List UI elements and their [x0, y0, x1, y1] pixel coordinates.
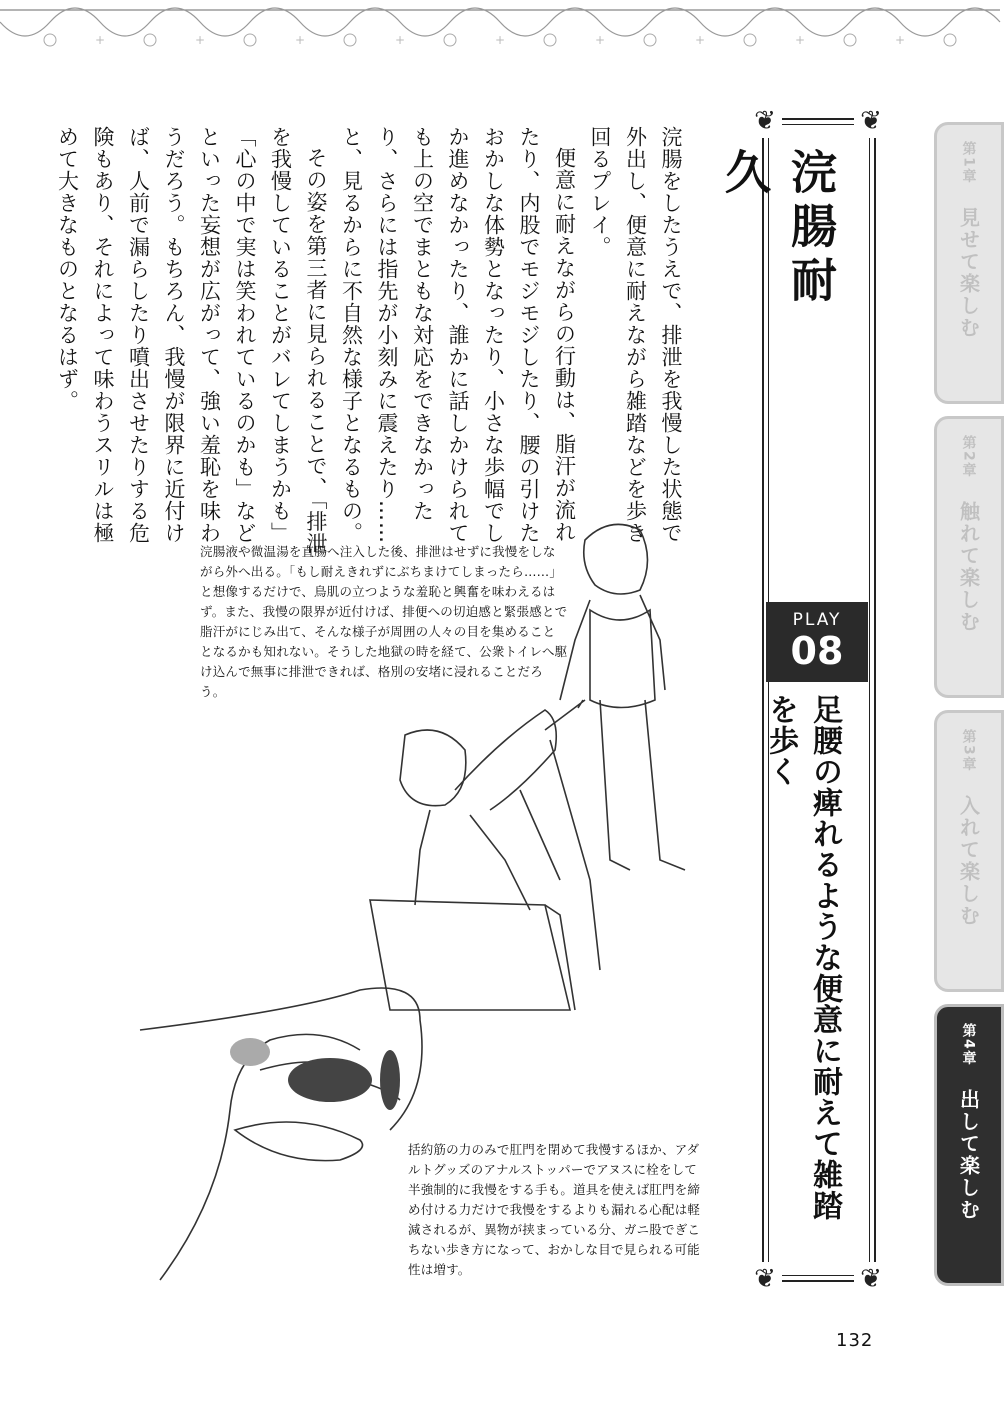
svg-text:+: + [295, 33, 306, 47]
svg-text:+: + [595, 33, 606, 47]
page-subtitle: 足腰の痺れるような便意に耐えて雑踏を歩く [763, 694, 842, 1221]
tab-label: 出して楽しむ [956, 1088, 981, 1221]
scroll-ornament-icon: ❦ [854, 104, 888, 138]
tab-chapter-1[interactable] [934, 122, 1004, 404]
scroll-ornament-icon: ❦ [748, 1262, 782, 1296]
body-text [55, 126, 688, 556]
tab-label: 触れて楽しむ [956, 500, 981, 633]
paragraph: 浣腸をしたうえで、排泄を我慢した状態で外出し、便意に耐えながら雑踏などを歩き回るプレイ。 [588, 126, 683, 544]
page-title: 浣腸耐久 [718, 148, 838, 310]
tab-label: 入れて楽しむ [956, 794, 981, 927]
svg-text:+: + [695, 33, 706, 47]
svg-text:+: + [195, 33, 206, 47]
decorative-lace-border [0, 0, 1000, 70]
page-number: 132 [836, 1330, 874, 1351]
tab-number: 第4章 [960, 1023, 977, 1067]
play-label: PLAY [792, 610, 842, 630]
tab-chapter-2[interactable] [934, 416, 1004, 698]
tab-chapter-4[interactable] [934, 1004, 1004, 1286]
illustration-caption: 括約筋の力のみで肛門を閉めて我慢するほか、アダルトグッズのアナルストッパーでアヌスに栓をして半強制的に我慢をする手も。道具を使えば肛門を締め付ける力だけで我慢をするよりも漏れる心配は軽減されるが、異物が挟まっている分、ガニ股でぎこちない歩き方になって、おかしな目で見られる可能性は増す。 [408, 1142, 701, 1277]
play-number: 08 [790, 629, 844, 673]
tab-chapter-3[interactable] [934, 710, 1004, 992]
svg-text:+: + [95, 33, 106, 47]
svg-text:+: + [895, 33, 906, 47]
tab-number: 第2章 [960, 435, 977, 479]
svg-text:+: + [395, 33, 406, 47]
play-badge [766, 602, 868, 682]
paragraph: その姿を第三者に見られることで、「排泄を我慢していることがバレてしまうかも」「心の中で実は笑われているのかも」などといった妄想が広がって、強い羞恥を味わうだろう。もちろん、我慢が限界に近付けば、人前で漏らしたり噴出させたりする危険もあり、それによって味わうスリルは極めて大きなものとなるはず。 [55, 126, 328, 555]
scroll-ornament-icon: ❦ [748, 104, 782, 138]
svg-text:+: + [495, 33, 506, 47]
scroll-ornament-icon: ❦ [854, 1262, 888, 1296]
svg-text:+: + [795, 33, 806, 47]
illustration-caption: 浣腸液や微温湯を直腸へ注入した後、排泄はせずに我慢をしながら外へ出る。「もし耐えきれずにぶちまけてしまったら……」と想像するだけで、鳥肌の立つような羞恥と興奮を味わえるはず。また、我慢の限界が近付けば、排便への切迫感と緊張感とで脂汗がにじみ出て、そんな様子が周囲の人々の目を集めることとなるかも知れない。そうした地獄の時を経て、公衆トイレへ駆け込んで無事に排泄できれば、格別の安堵に浸れることだろう。 [200, 544, 568, 699]
paragraph: 便意に耐えながらの行動は、脂汗が流れたり、内股でモジモジしたり、腰の引けたおかしな体勢となったり、小さな歩幅でしか進めなかったり、誰かに話しかけられても上の空でまともな対応をできなかったり、さらには指先が小刻みに震えたり……と、見るからに不自然な様子となるもの。 [339, 126, 577, 544]
tab-number: 第1章 [960, 141, 977, 185]
tab-label: 見せて楽しむ [956, 206, 981, 339]
tab-number: 第3章 [960, 729, 977, 773]
